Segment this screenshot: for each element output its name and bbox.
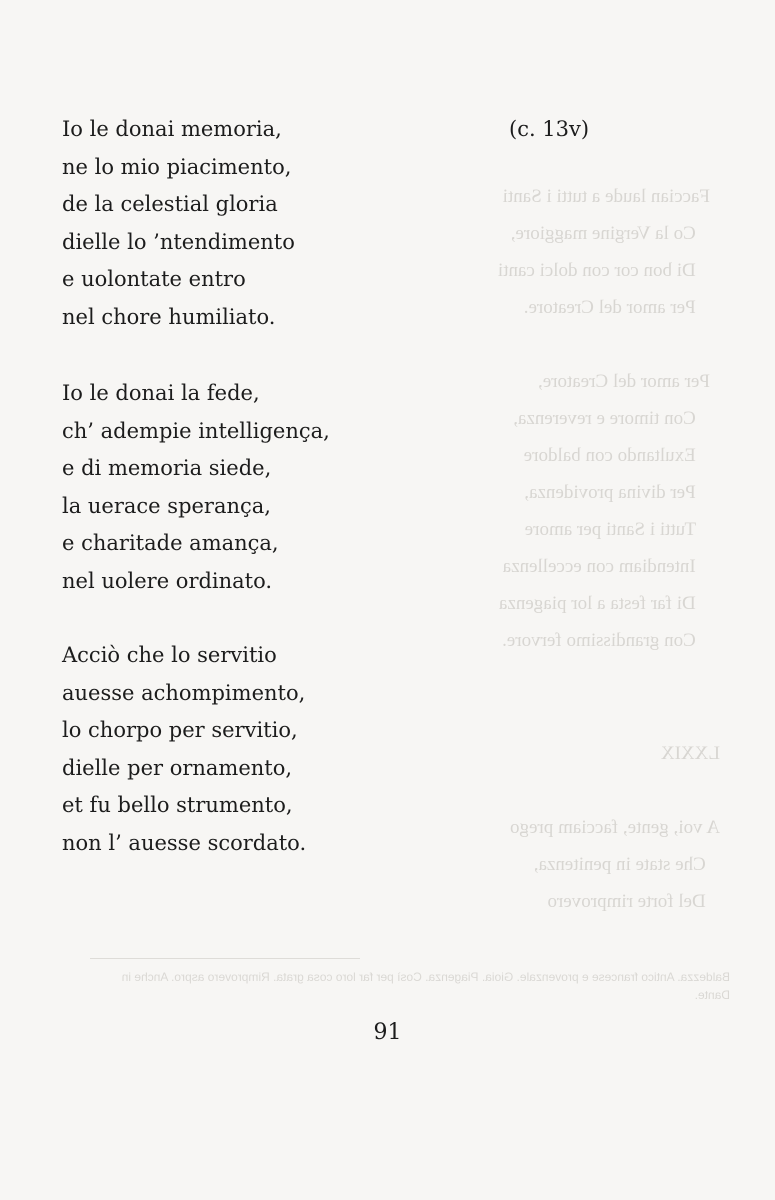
verse-line: e charitade amança, [62, 531, 279, 556]
verse-line: ch’ adempie intelligença, [62, 418, 330, 443]
show-through-footnote-rule [90, 958, 360, 959]
page-number: 91 [373, 1020, 402, 1045]
show-through-text-lower: LXXIX A voi, gente, facciam prego Che state in penitenza, Del forte rimprovero [510, 743, 720, 912]
verse-line: e uolontate entro [62, 267, 246, 292]
verse-line: Io le donai la fede, [62, 381, 260, 405]
verse-line: Io le donai memoria, [62, 117, 282, 141]
verse-line: la uerace sperança, [62, 493, 271, 518]
show-through-footnotes: Baldezza. Antico francese e provenzale. Gioia. Piagenza. Così per far loro cosa grata. Rimprovero aspro. Anche in Dante. [121, 970, 730, 1002]
folio-reference: (c. 13v) [509, 117, 590, 141]
verse-line: Acciò che lo servitio [62, 643, 277, 667]
verse-line: nel uolere ordinato. [62, 568, 273, 593]
verse-line: e di memoria siede, [62, 456, 272, 481]
verse-line: dielle lo ’ntendimento [62, 229, 295, 254]
verse-line: non l’ auesse scordato. [62, 830, 307, 855]
verse-line: et fu bello strumento, [62, 793, 293, 818]
stanza-3 [62, 637, 306, 863]
show-through-text-upper: Faccian laude a tutti i Santi Co la Vergine maggiore, Di bon cor con dolci canti Per amor del Creatore. Per amor del Creatore, Con timore e reverenza, Exultando con baldore Per divina providenza, Tutti i Santi per amore Intendiam con eccellenza Di far festa a lor piagenza Con grandissimo fervore. [497, 186, 710, 651]
verse-line: lo chorpo per servitio, [62, 718, 298, 743]
stanza-2 [62, 375, 330, 601]
verse-line: dielle per ornamento, [62, 755, 293, 780]
verse-line: nel chore humiliato. [62, 304, 276, 329]
verse-line: de la celestial gloria [62, 192, 278, 217]
verse-line: ne lo mio piacimento, [62, 154, 292, 179]
verse-line: auesse achompimento, [62, 680, 306, 705]
stanza-1 [62, 111, 295, 337]
